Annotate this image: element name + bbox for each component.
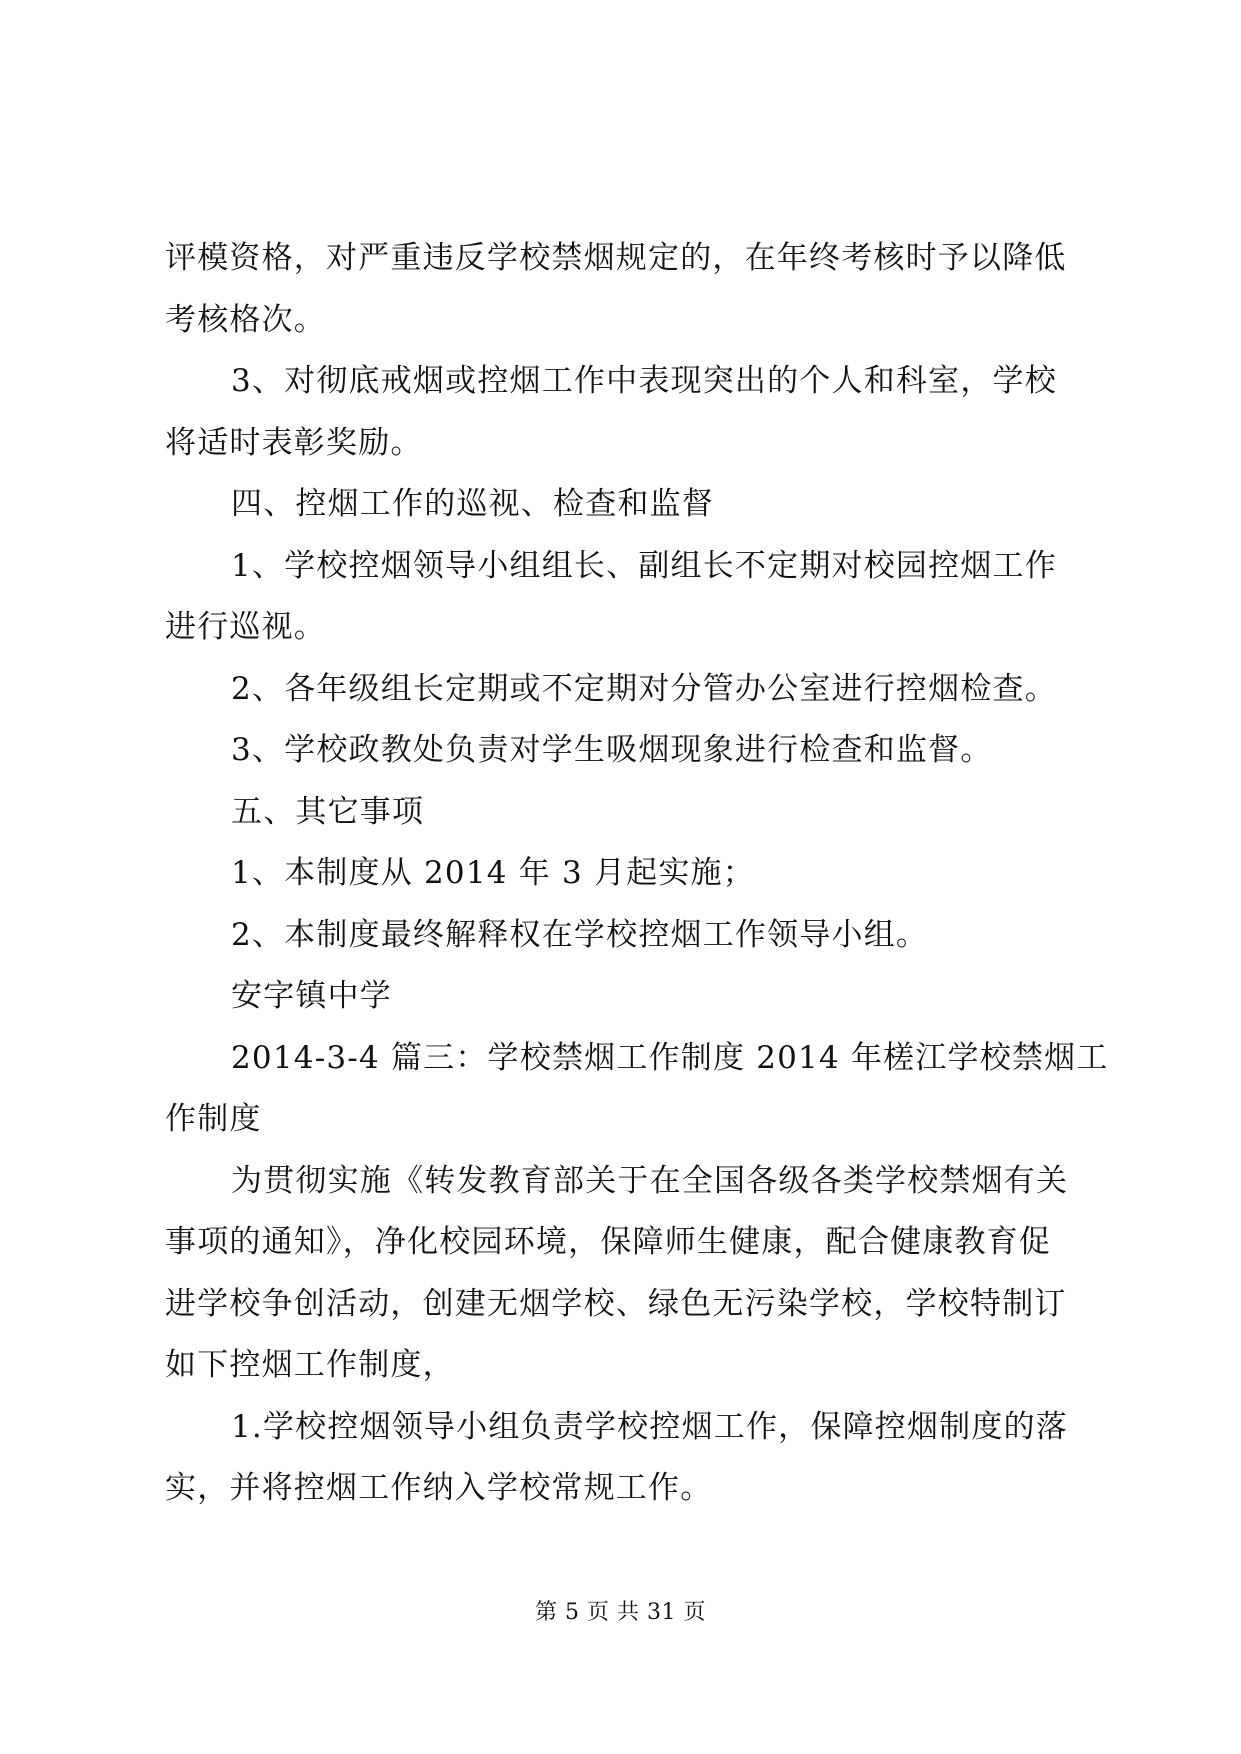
text-line: 评模资格，对严重违反学校禁烟规定的，在年终考核时予以降低	[165, 240, 1067, 276]
signature-org: 安字镇中学	[231, 978, 392, 1014]
section-heading: 五、其它事项	[231, 793, 425, 830]
text-line: 进行巡视。	[165, 609, 326, 645]
text-line: 3、学校政教处负责对学生吸烟现象进行检查和监督。	[231, 732, 993, 768]
text-line: 2、各年级组长定期或不定期对分管办公室进行控烟检查。	[231, 670, 1057, 707]
body-text	[165, 228, 1109, 1520]
text-line: 3、对彻底戒烟或控烟工作中表现突出的个人和科室，学校	[231, 363, 1057, 399]
text-line: 考核格次。	[165, 301, 326, 338]
text-line: 2014-3-4 篇三：学校禁烟工作制度 2014 年槎江学校禁烟工	[231, 1039, 1109, 1076]
text-line: 进学校争创活动，创建无烟学校、绿色无污染学校，学校特制订	[165, 1285, 1067, 1322]
page-footer	[0, 1595, 1241, 1626]
text-line: 将适时表彰奖励。	[165, 424, 423, 461]
page-number: 第 5 页 共 31 页	[535, 1600, 706, 1625]
text-line: 1、学校控烟领导小组组长、副组长不定期对校园控烟工作	[231, 547, 1057, 584]
section-heading: 四、控烟工作的巡视、检查和监督	[231, 486, 714, 522]
text-line: 2、本制度最终解释权在学校控烟工作领导小组。	[231, 916, 929, 953]
text-line: 1、本制度从 2014 年 3 月起实施；	[231, 855, 755, 891]
text-line: 如下控烟工作制度，	[165, 1347, 455, 1383]
text-line: 为贯彻实施《转发教育部关于在全国各级各类学校禁烟有关	[231, 1162, 1069, 1199]
text-line: 1.学校控烟领导小组负责学校控烟工作，保障控烟制度的落	[231, 1408, 1068, 1445]
text-line: 作制度	[165, 1101, 262, 1137]
text-line: 实，并将控烟工作纳入学校常规工作。	[165, 1470, 713, 1506]
text-line: 事项的通知》，净化校园环境，保障师生健康，配合健康教育促	[165, 1224, 1052, 1260]
